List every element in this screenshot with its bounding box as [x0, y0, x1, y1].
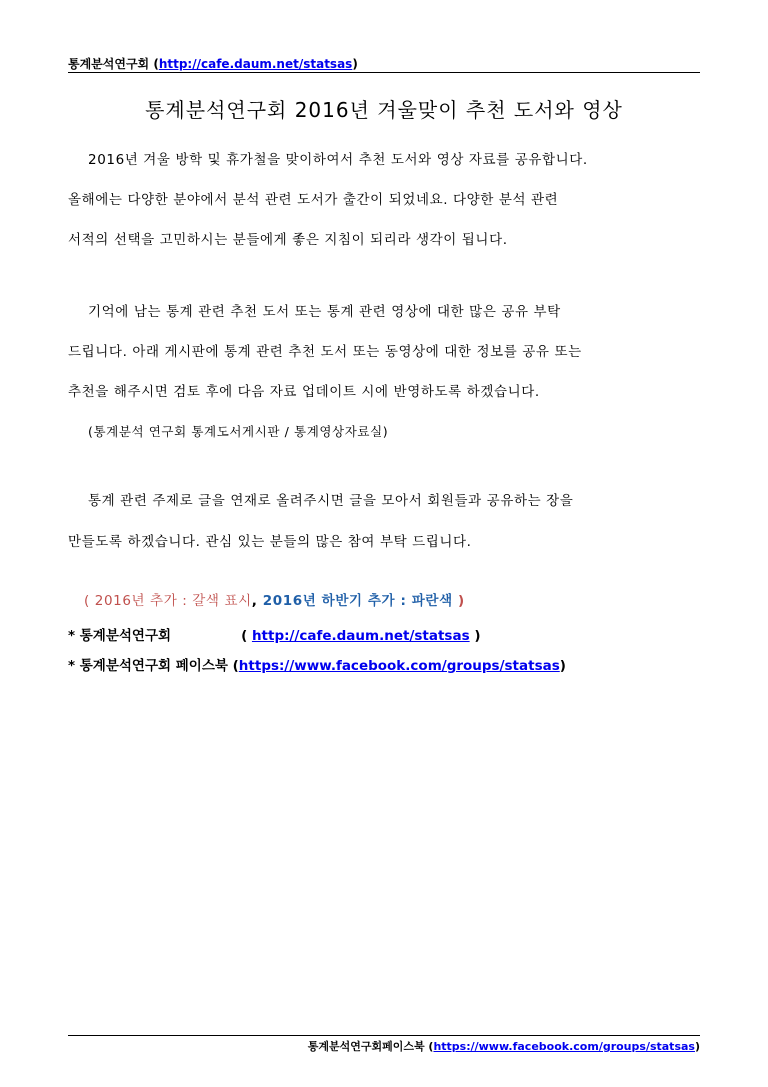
request-line-1: 기억에 남는 통계 관련 추천 도서 또는 통계 관련 영상에 대한 많은 공유 부탁 — [88, 304, 561, 320]
header-open-paren: ( — [149, 57, 159, 71]
footer-divider — [68, 1035, 700, 1036]
color-legend — [68, 591, 724, 611]
header-divider — [68, 72, 700, 73]
footer-close-paren: ) — [694, 1040, 700, 1053]
bullet-star: * — [68, 658, 80, 674]
header-cafe-link[interactable]: http://cafe.daum.net/statsas — [158, 57, 353, 71]
legend-blue-text: 2016년 하반기 추가 : 파란색 — [262, 593, 453, 609]
facebook-url-link[interactable]: https://www.facebook.com/groups/statsas — [238, 658, 560, 674]
facebook-open-paren: ( — [232, 658, 239, 674]
legend-open: ( — [84, 593, 95, 609]
facebook-link-row — [68, 654, 566, 674]
intro-line-2: 올해에는 다양한 분야에서 분석 관련 도서가 출간이 되었네요. 다양한 분석 관련 — [68, 192, 559, 208]
page-footer — [68, 1038, 700, 1054]
facebook-close-paren: ) — [559, 658, 566, 674]
facebook-label: 통계분석연구회 페이스북 — [79, 658, 233, 674]
legend-comma: , — [251, 593, 263, 609]
contribute-line-2: 만들도록 하겠습니다. 관심 있는 분들의 많은 참여 부탁 드립니다. — [68, 534, 472, 550]
legend-close: ) — [452, 593, 465, 609]
bullet-star: * — [68, 628, 80, 644]
cafe-label: 통계분석연구회 — [79, 628, 172, 644]
header-close-paren: ) — [352, 57, 358, 71]
cafe-open-paren: ( — [241, 628, 252, 644]
cafe-url-link[interactable]: http://cafe.daum.net/statsas — [251, 628, 470, 644]
cafe-link-row — [68, 624, 481, 644]
request-line-4: (통계분석 연구회 통계도서게시판 / 통계영상자료실) — [88, 424, 389, 439]
contribute-line-1: 통계 관련 주제로 글을 연재로 올려주시면 글을 모아서 회원들과 공유하는 장을 — [88, 493, 574, 509]
document-title: 통계분석연구회 2016년 겨울맞이 추천 도서와 영상 — [145, 98, 623, 122]
intro-line-1: 2016년 겨울 방학 및 휴가철을 맞이하여서 추천 도서와 영상 자료를 공유합니다. — [88, 152, 588, 168]
page-header — [68, 56, 700, 72]
intro-line-3: 서적의 선택을 고민하시는 분들에게 좋은 지침이 되리라 생각이 됩니다. — [68, 232, 508, 248]
legend-brown-text: 2016년 추가 : 갈색 표시 — [94, 593, 252, 609]
cafe-close-paren: ) — [469, 628, 481, 644]
request-line-2: 드립니다. 아래 게시판에 통계 관련 추천 도서 또는 동영상에 대한 정보를 공유 또는 — [68, 344, 582, 360]
request-line-3: 추천을 해주시면 검토 후에 다음 자료 업데이트 시에 반영하도록 하겠습니다. — [68, 384, 540, 400]
footer-facebook-link[interactable]: https://www.facebook.com/groups/statsas — [433, 1040, 695, 1053]
footer-org: 통계분석연구회페이스북 ( — [307, 1040, 434, 1053]
header-org: 통계분석연구회 — [68, 57, 150, 71]
